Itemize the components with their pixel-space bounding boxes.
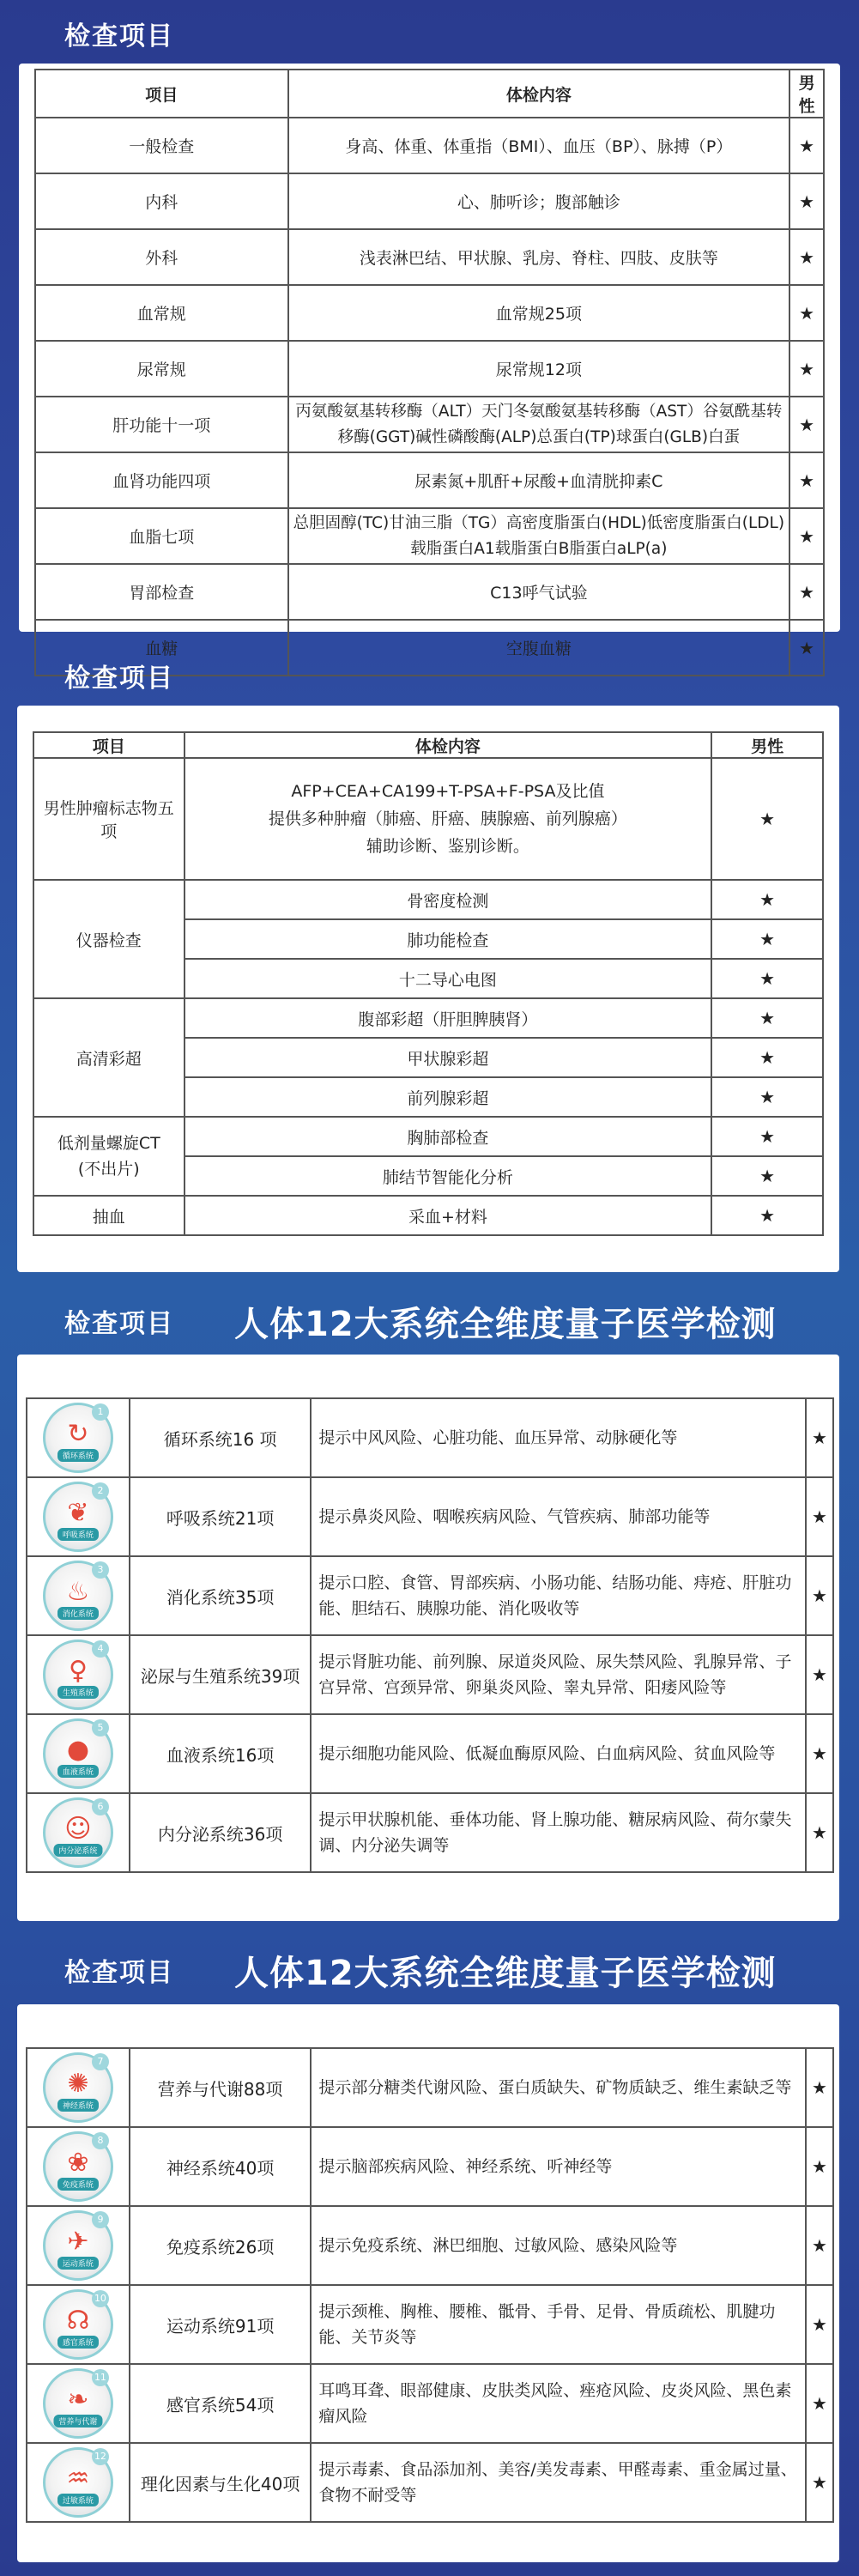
star-icon: ★ [789,229,824,285]
row-content: 浅表淋巴结、甲状腺、乳房、脊柱、四肢、皮肤等 [288,229,790,285]
section-header [0,1936,859,2004]
system-tag: 内分泌系统 [53,1844,102,1857]
system-desc: 提示部分糖类代谢风险、蛋白质缺失、矿物质缺乏、维生素缺乏等 [311,2048,806,2127]
star-icon: ★ [711,758,823,880]
system-name: 泌尿与生殖系统39项 [130,1635,312,1714]
system-desc: 提示毒素、食品添加剂、美容/美发毒素、甲醛毒素、重金属过量、食物不耐受等 [311,2443,806,2522]
system-desc: 提示脑部疾病风险、神经系统、听神经等 [311,2127,806,2206]
system-tag: 运动系统 [57,2257,99,2270]
ct-line1: 低剂量螺旋CT [57,1134,160,1153]
system-icon [43,1561,113,1631]
star-icon: ★ [789,285,824,341]
system-tag: 消化系统 [57,1607,99,1620]
row-item: 血肾功能四项 [35,452,288,508]
star-icon: ★ [806,1477,833,1556]
row-content: 身高、体重、体重指（BMI）、血压（BP）、脉搏（P） [288,118,790,173]
system-glyph-icon: ↻ [67,1418,89,1449]
star-icon: ★ [806,2206,833,2285]
table-row [35,285,824,341]
star-icon: ★ [711,1196,823,1235]
row-content: 骨密度检测 [185,880,712,919]
star-icon: ★ [806,2048,833,2127]
system-number: 10 [92,2290,109,2307]
system-icon-cell [27,1556,130,1635]
system-desc: 提示肾脏功能、前列腺、尿道炎风险、尿失禁风险、乳腺异常、子宫异常、宫颈异常、卵巢炎风险、睾丸异常、阳痿风险等 [311,1635,806,1714]
quantum-table [26,2047,834,2523]
tumor-line1: AFP+CEA+CA199+T-PSA+F-PSA及比值 [291,782,605,801]
section-title: 检查项目 [64,664,174,694]
row-content: 丙氨酸氨基转移酶（ALT）天门冬氨酸氨基转移酶（AST）谷氨酰基转移酶(GGT)碱性磷酸酶(ALP)总蛋白(TP)球蛋白(GLB)白蛋 [288,397,790,452]
table-row [33,880,823,919]
system-icon [43,2289,113,2360]
table-row [35,508,824,564]
system-name: 血液系统16项 [130,1714,312,1793]
system-tag: 血液系统 [57,1765,99,1778]
row-item: 血常规 [35,285,288,341]
system-number: 7 [92,2053,109,2070]
system-row [27,1714,833,1793]
system-desc: 提示口腔、食管、胃部疾病、小肠功能、结肠功能、痔疮、肝脏功能、胆结石、胰腺功能、消化吸收等 [311,1556,806,1635]
system-desc: 提示中风风险、心脏功能、血压异常、动脉硬化等 [311,1398,806,1477]
system-tag: 神经系统 [57,2099,99,2112]
row-content: 尿素氮+肌酐+尿酸+血清胱抑素C [288,452,790,508]
row-content: 采血+材料 [185,1196,712,1235]
section-quantum-1 [0,1288,859,1930]
star-icon: ★ [789,452,824,508]
system-glyph-icon: ❦ [67,1497,89,1528]
system-icon-cell [27,2364,130,2443]
section-title: 检查项目 [64,1958,174,1988]
system-name: 循环系统16 项 [130,1398,312,1477]
row-content: 甲状腺彩超 [185,1038,712,1077]
system-row [27,2206,833,2285]
row-item: 男性肿瘤标志物五项 [33,758,185,880]
exam-panel [17,706,839,1272]
system-icon [43,1797,113,1868]
system-glyph-icon: ♀ [68,1655,88,1686]
system-tag: 过敏系统 [57,2494,99,2506]
system-name: 感官系统54项 [130,2364,312,2443]
system-icon [43,1718,113,1789]
row-content: 肺结节智能化分析 [185,1156,712,1196]
star-icon: ★ [806,1793,833,1872]
system-row [27,2127,833,2206]
tumor-line3: 辅助诊断、鉴别诊断。 [366,837,529,856]
system-desc: 提示甲状腺机能、垂体功能、肾上腺功能、糖尿病风险、荷尔蒙失调、内分泌失调等 [311,1793,806,1872]
system-icon [43,1640,113,1710]
system-number: 3 [92,1561,109,1579]
system-icon [43,1403,113,1473]
section-title: 检查项目 [64,21,174,52]
star-icon: ★ [789,564,824,620]
tumor-line2: 提供多种肿瘤（肺癌、肝癌、胰腺癌、前列腺癌） [268,809,627,828]
table-row [35,229,824,285]
section-header [0,0,859,67]
system-glyph-icon: ● [66,1734,90,1765]
system-number: 6 [92,1798,109,1815]
system-icon-cell [27,1714,130,1793]
row-content: C13呼气试验 [288,564,790,620]
system-row [27,1793,833,1872]
section-header [0,646,859,706]
system-number: 1 [92,1403,109,1421]
system-glyph-icon: ❀ [67,2147,89,2178]
system-row [27,1398,833,1477]
system-name: 呼吸系统21项 [130,1477,312,1556]
header-male: 男性 [711,732,823,758]
section-basic-exam [0,0,859,658]
system-tag: 呼吸系统 [57,1528,99,1541]
system-icon [43,2131,113,2202]
star-icon: ★ [806,2443,833,2522]
system-glyph-icon: ♨ [66,1576,90,1607]
section-advanced-exam [0,646,859,1281]
system-icon-cell [27,2285,130,2364]
star-icon: ★ [806,1714,833,1793]
system-row [27,1556,833,1635]
system-number: 12 [92,2448,109,2465]
star-icon: ★ [806,1635,833,1714]
row-content: 总胆固醇(TC)甘油三脂（TG）高密度脂蛋白(HDL)低密度脂蛋白(LDL)载脂蛋白A1载脂蛋白B脂蛋白aLP(a) [288,508,790,564]
system-glyph-icon: ✈ [67,2226,89,2257]
table-row [33,1117,823,1156]
row-item: 胃部检查 [35,564,288,620]
system-icon-cell [27,2206,130,2285]
table-row [35,173,824,229]
system-name: 营养与代谢88项 [130,2048,312,2127]
system-row [27,2285,833,2364]
table-row [35,564,824,620]
system-number: 8 [92,2132,109,2149]
system-number: 4 [92,1640,109,1658]
section-quantum-2 [0,1936,859,2576]
system-name: 消化系统35项 [130,1556,312,1635]
quantum-table [26,1397,834,1873]
system-name: 免疫系统26项 [130,2206,312,2285]
row-item [33,1117,185,1196]
table-row [35,341,824,397]
row-item: 肝功能十一项 [35,397,288,452]
system-glyph-icon: ❧ [67,2384,89,2415]
system-tag: 循环系统 [57,1449,99,1462]
star-icon: ★ [711,1077,823,1117]
section-banner: 人体12大系统全维度量子医学检测 [234,1304,777,1344]
row-item: 高清彩超 [33,998,185,1117]
system-desc: 提示颈椎、胸椎、腰椎、骶骨、手骨、足骨、骨质疏松、肌腱功能、关节炎等 [311,2285,806,2364]
row-content: 腹部彩超（肝胆脾胰肾） [185,998,712,1038]
system-icon-cell [27,2127,130,2206]
system-glyph-icon: ♒ [66,2463,90,2494]
header-male: 男性 [789,70,824,118]
exam-panel [19,64,840,658]
star-icon: ★ [789,397,824,452]
system-icon-cell [27,1635,130,1714]
star-icon: ★ [806,1398,833,1477]
star-icon: ★ [711,1038,823,1077]
system-row [27,2443,833,2522]
system-desc: 提示免疫系统、淋巴细胞、过敏风险、感染风险等 [311,2206,806,2285]
star-icon: ★ [789,620,824,676]
row-content [185,758,712,880]
system-row [27,2048,833,2127]
system-name: 理化因素与生化40项 [130,2443,312,2522]
row-item: 内科 [35,173,288,229]
header-item: 项目 [35,70,288,118]
header-item: 项目 [33,732,185,758]
row-item: 抽血 [33,1196,185,1235]
row-content: 十二导心电图 [185,959,712,998]
system-tag: 免疫系统 [57,2178,99,2191]
system-icon [43,2052,113,2123]
row-content: 尿常规12项 [288,341,790,397]
star-icon: ★ [806,2127,833,2206]
system-tag: 感官系统 [57,2336,99,2349]
system-icon [43,1482,113,1552]
row-content: 空腹血糖 [288,620,790,676]
table-row [35,118,824,173]
system-number: 2 [92,1482,109,1500]
system-desc: 耳鸣耳聋、眼部健康、皮肤类风险、痤疮风险、皮炎风险、黑色素瘤风险 [311,2364,806,2443]
row-content: 血常规25项 [288,285,790,341]
row-content: 肺功能检查 [185,919,712,959]
header-content: 体检内容 [288,70,790,118]
star-icon: ★ [806,2364,833,2443]
system-name: 运动系统91项 [130,2285,312,2364]
table-row [33,1196,823,1235]
star-icon: ★ [711,959,823,998]
system-icon-cell [27,2048,130,2127]
star-icon: ★ [806,2285,833,2364]
quantum-panel [17,2004,839,2562]
system-icon-cell [27,1398,130,1477]
system-icon [43,2447,113,2518]
section-header [0,1288,859,1355]
row-item: 尿常规 [35,341,288,397]
row-item: 血脂七项 [35,508,288,564]
system-row [27,1635,833,1714]
system-glyph-icon: ✺ [67,2068,89,2099]
system-desc: 提示鼻炎风险、咽喉疾病风险、气管疾病、肺部功能等 [311,1477,806,1556]
section-title: 检查项目 [64,1309,174,1339]
star-icon: ★ [789,173,824,229]
table-row [35,397,824,452]
star-icon: ★ [806,1556,833,1635]
ct-line2: (不出片) [77,1160,140,1179]
star-icon: ★ [789,508,824,564]
system-number: 11 [92,2369,109,2386]
system-tag: 生殖系统 [57,1686,99,1699]
system-number: 9 [92,2211,109,2228]
star-icon: ★ [789,118,824,173]
row-item: 血糖 [35,620,288,676]
header-content: 体检内容 [185,732,712,758]
exam-table [33,731,824,1236]
system-icon-cell [27,2443,130,2522]
system-icon [43,2368,113,2439]
section-banner: 人体12大系统全维度量子医学检测 [234,1953,777,1993]
system-tag: 营养与代谢 [53,2415,102,2428]
row-content: 心、肺听诊；腹部触诊 [288,173,790,229]
system-name: 内分泌系统36项 [130,1793,312,1872]
row-item: 仪器检查 [33,880,185,998]
exam-table [34,69,825,676]
system-desc: 提示细胞功能风险、低凝血酶原风险、白血病风险、贫血风险等 [311,1714,806,1793]
star-icon: ★ [711,919,823,959]
system-icon-cell [27,1793,130,1872]
system-number: 5 [92,1719,109,1737]
row-item: 一般检查 [35,118,288,173]
system-icon [43,2210,113,2281]
row-item: 外科 [35,229,288,285]
system-icon-cell [27,1477,130,1556]
star-icon: ★ [711,1117,823,1156]
system-glyph-icon: ☊ [66,2305,90,2336]
star-icon: ★ [711,880,823,919]
system-row [27,1477,833,1556]
star-icon: ★ [711,998,823,1038]
system-name: 神经系统40项 [130,2127,312,2206]
star-icon: ★ [789,341,824,397]
table-row [35,452,824,508]
star-icon: ★ [711,1156,823,1196]
row-content: 胸肺部检查 [185,1117,712,1156]
quantum-panel [17,1355,839,1921]
table-row [33,998,823,1038]
table-row [33,758,823,880]
system-row [27,2364,833,2443]
row-content: 前列腺彩超 [185,1077,712,1117]
system-glyph-icon: ☺ [64,1813,92,1844]
